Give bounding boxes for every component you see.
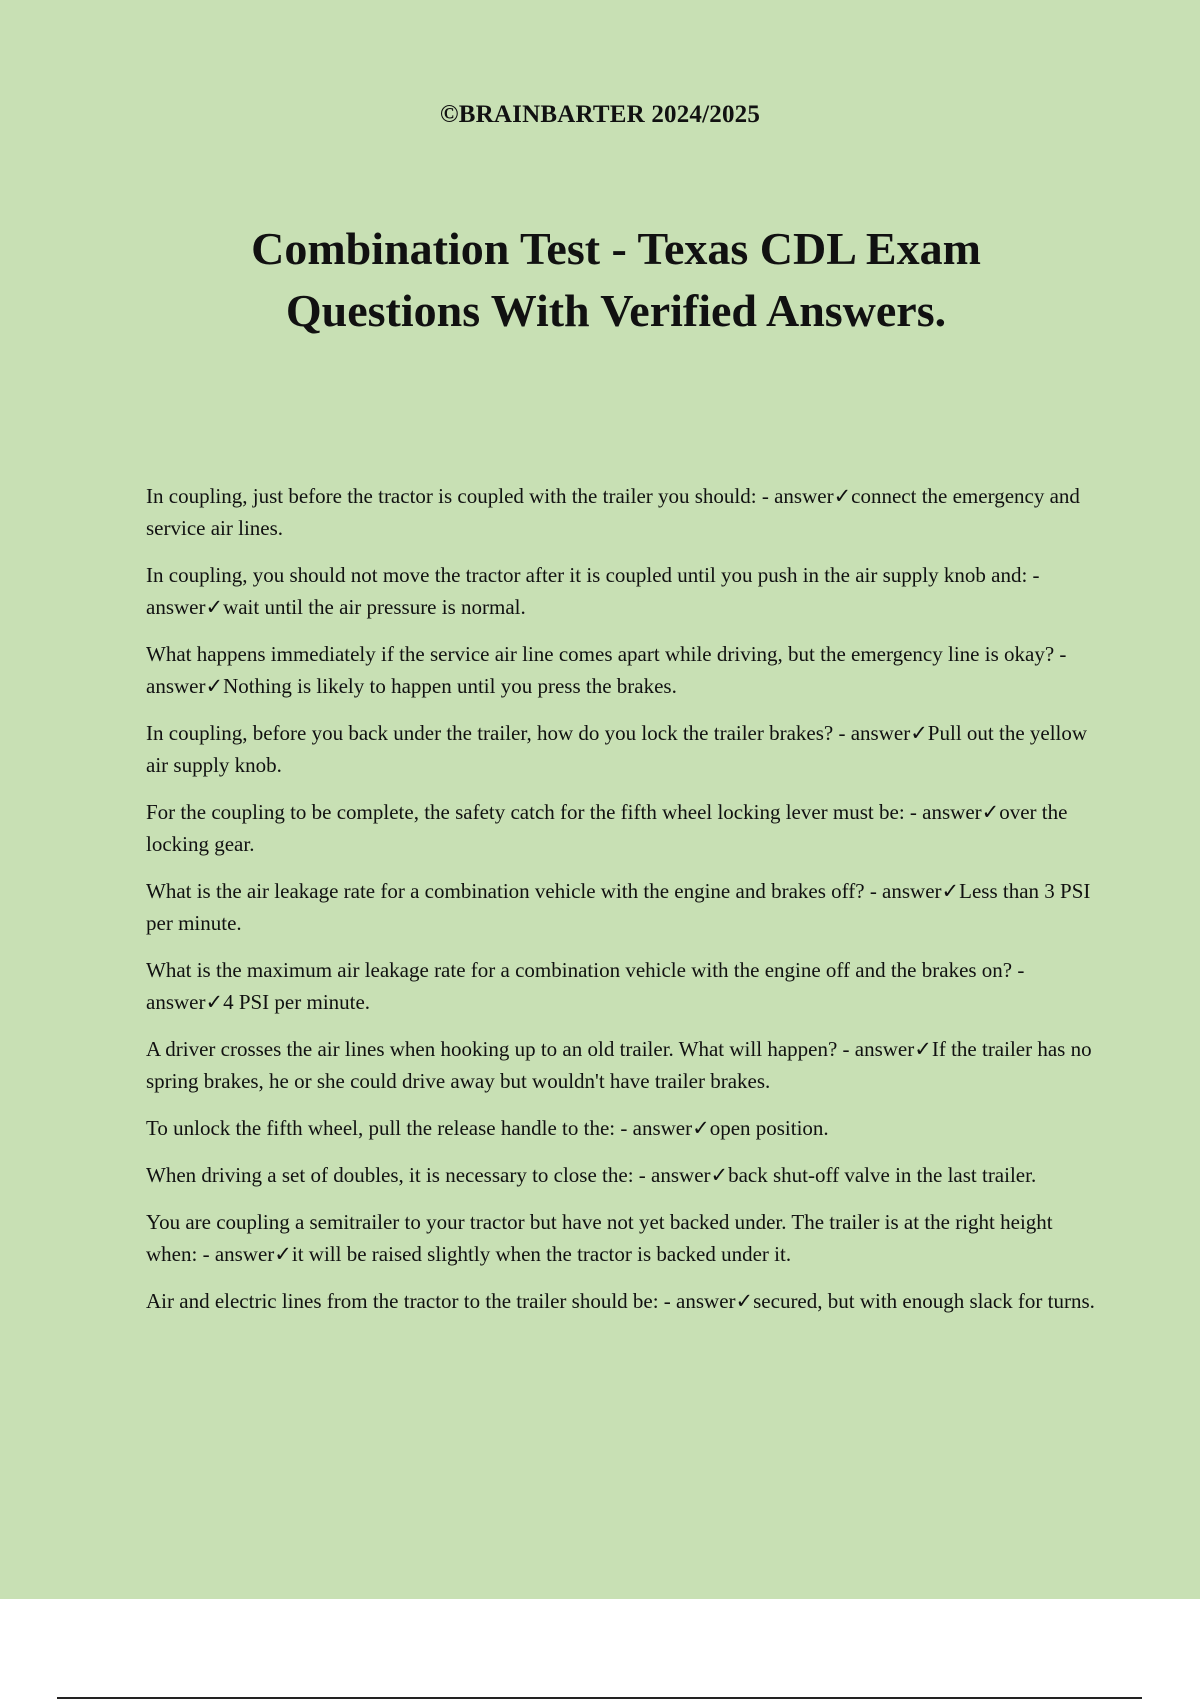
qa-item: To unlock the fifth wheel, pull the release handle to the: - answer✓open position. [146,1116,829,1140]
qa-list [146,480,1098,1332]
qa-item: You are coupling a semitrailer to your tractor but have not yet backed under. The trailer is at the right height when: - answer✓it will be raised slightly when the tractor is backed under it. [146,1210,1053,1266]
document-title [0,218,1200,342]
qa-item: What happens immediately if the service air line comes apart while driving, but the emergency line is okay? - answer✓Nothing is likely to happen until you press the brakes. [146,642,1067,698]
title-line-1: Combination Test - Texas CDL Exam [251,223,981,274]
qa-item: What is the maximum air leakage rate for a combination vehicle with the engine off and the brakes on? - answer✓4 PSI per minute. [146,958,1025,1014]
qa-item: A driver crosses the air lines when hooking up to an old trailer. What will happen? - answer✓If the trailer has no spring brakes, he or she could drive away but wouldn't have trailer brakes. [146,1037,1092,1093]
qa-item: In coupling, just before the tractor is coupled with the trailer you should: - answer✓connect the emergency and service air lines. [146,484,1080,540]
copyright-header: ©BRAINBARTER 2024/2025 [439,101,761,128]
qa-item: In coupling, before you back under the trailer, how do you lock the trailer brakes? - answer✓Pull out the yellow air supply knob. [146,721,1088,777]
qa-item: For the coupling to be complete, the safety catch for the fifth wheel locking lever must be: - answer✓over the locking gear. [146,800,1068,856]
qa-item: In coupling, you should not move the tractor after it is coupled until you push in the air supply knob and: - answer✓wait until the air pressure is normal. [146,563,1040,619]
footer-divider [57,1697,1142,1699]
title-line-2: Questions With Verified Answers. [285,285,947,336]
qa-item: When driving a set of doubles, it is necessary to close the: - answer✓back shut-off valve in the last trailer. [146,1163,1037,1187]
qa-item: Air and electric lines from the tractor to the trailer should be: - answer✓secured, but with enough slack for turns. [146,1289,1095,1313]
qa-item: What is the air leakage rate for a combination vehicle with the engine and brakes off? - answer✓Less than 3 PSI per minute. [146,879,1091,935]
